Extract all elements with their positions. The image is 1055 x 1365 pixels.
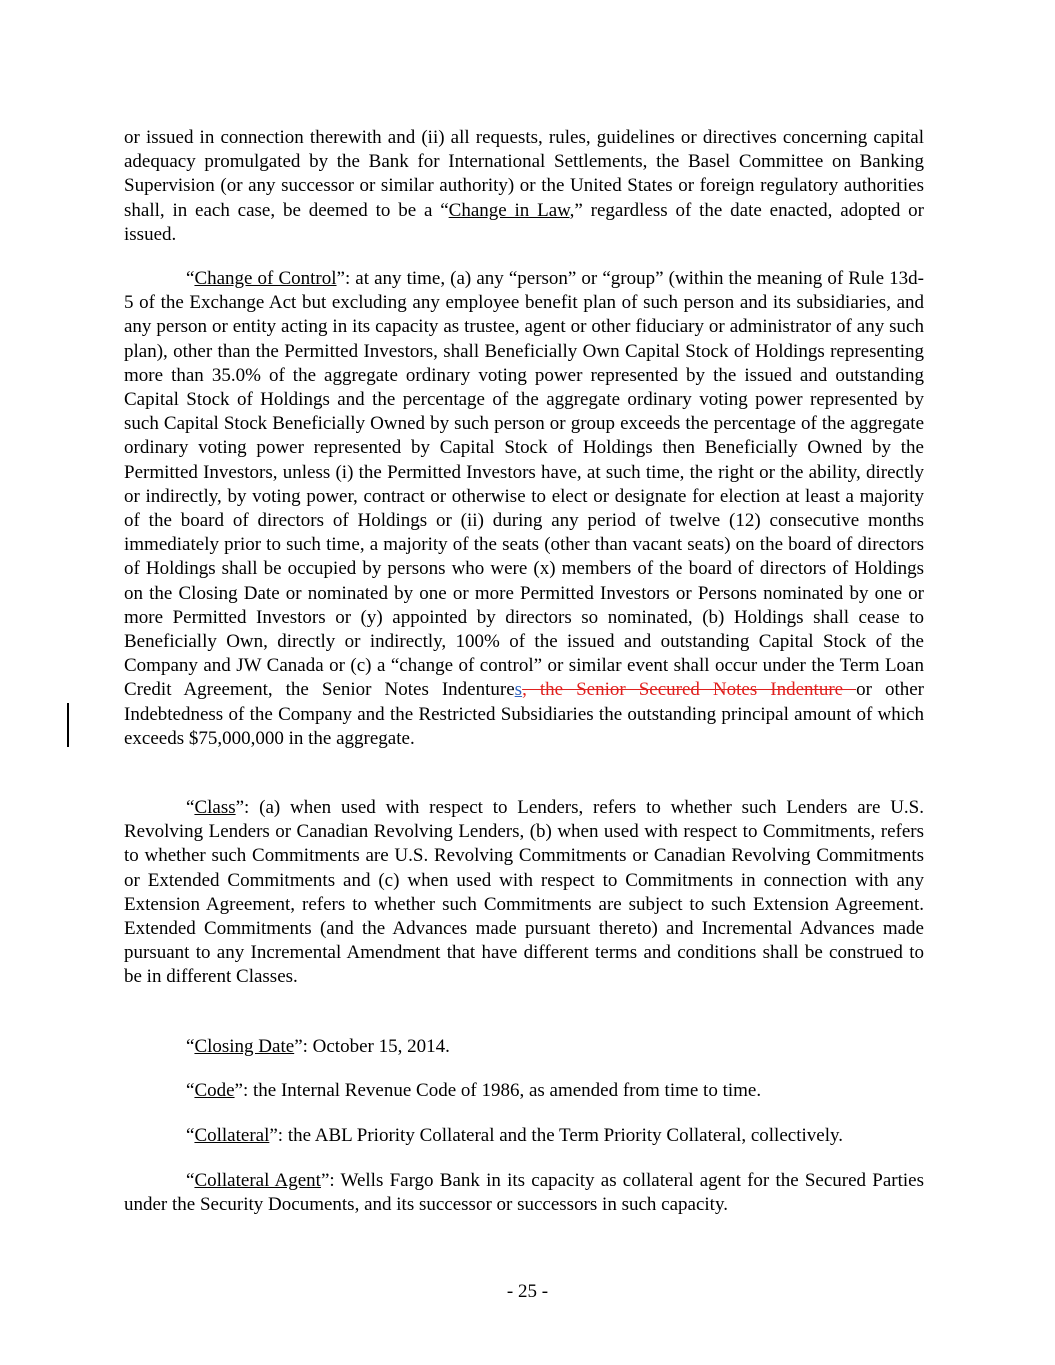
defined-term-closing-date: Closing Date: [194, 1036, 295, 1057]
definition-code: [124, 1079, 924, 1103]
p1-text-b: ,” regardless of the date enacted, adopted or issued.: [124, 199, 925, 245]
page-number: - 25 -: [506, 1281, 549, 1302]
definition-change-of-control: [124, 267, 924, 751]
open-quote: “: [186, 1036, 195, 1057]
inserted-text: s: [514, 679, 523, 701]
deleted-text: , the Senior Secured Notes Indenture: [522, 679, 857, 701]
revision-change-bar: [67, 703, 69, 747]
paragraph-change-in-law-continuation: [124, 126, 924, 247]
definition-class: [124, 796, 924, 990]
definition-collateral-agent: [124, 1169, 924, 1217]
p7-text-a: ”: Wells Fargo Bank in its capacity as collateral agent for the Secured Parties under the Security Documents, and its successor or successors in such capacity.: [124, 1170, 924, 1216]
open-quote: “: [186, 268, 195, 289]
open-quote: “: [186, 797, 195, 818]
p2-text-b: or other Indebtedness of the Company and the Restricted Subsidiaries the outstanding principal amount of which exceeds $75,000,000 in the aggregate.: [124, 679, 924, 749]
open-quote: “: [186, 1125, 195, 1146]
p4-text-a: ”: October 15, 2014.: [294, 1036, 450, 1057]
defined-term-collateral: Collateral: [194, 1125, 270, 1146]
p5-text-a: ”: the Internal Revenue Code of 1986, as amended from time to time.: [234, 1080, 762, 1101]
defined-term-change-in-law: Change in Law: [448, 199, 570, 221]
defined-term-class: Class: [194, 797, 236, 818]
definition-closing-date: [124, 1035, 924, 1059]
defined-term-collateral-agent: Collateral Agent: [194, 1170, 321, 1191]
defined-term-change-of-control: Change of Control: [194, 268, 337, 289]
defined-term-code: Code: [194, 1080, 235, 1101]
p3-text-a: ”: (a) when used with respect to Lenders, refers to whether such Lenders are U.S. Revolving Lenders or Canadian Revolving Lenders, (b) when used with respect to Commitments, refers to whether such Commitments are U.S. Revolving Commitments or Canadian Revolving Commitments or Extended Commitments and (c) when used with respect to Commitments in connection with any Extension Agreement, refers to whether such Commitments are subject to such Extension Agreement. Extended Commitments (and the Advances made pursuant thereto) and Incremental Advances made pursuant to any Incremental Amendment that have different terms and conditions shall be construed to be in different Classes.: [124, 797, 924, 988]
definition-collateral: [124, 1124, 924, 1148]
open-quote: “: [186, 1080, 195, 1101]
p6-text-a: ”: the ABL Priority Collateral and the Term Priority Collateral, collectively.: [269, 1125, 843, 1146]
p1-text-a: or issued in connection therewith and (ii) all requests, rules, guidelines or directives concerning capital adequacy promulgated by the Bank for International Settlements, the Basel Committee on Banking Supervision (or any successor or similar authority) or the United States or foreign regulatory authorities shall, in each case, be deemed to be a “: [124, 127, 924, 221]
open-quote: “: [186, 1170, 195, 1191]
p2-text-a: ”: at any time, (a) any “person” or “group” (within the meaning of Rule 13d-5 of the Exchange Act but excluding any employee benefit plan of such person and its subsidiaries, and any person or entity acting in its capacity as trustee, agent or other fiduciary or administrator of any such plan), other than the Permitted Investors, shall Beneficially Own Capital Stock of Holdings representing more than 35.0% of the aggregate ordinary voting power represented by the issued and outstanding Capital Stock of Holdings and the percentage of the aggregate ordinary voting power represented by such Capital Stock Beneficially Owned by such person or group exceeds the percentage of the aggregate ordinary voting power represented by Capital Stock of Holdings then Beneficially Owned by the Permitted Investors, unless (i) the Permitted Investors have, at such time, the right or the ability, directly or indirectly, by voting power, contract or otherwise to elect or designate for election at least a majority of the board of directors of Holdings or (ii) during any period of twelve (12) consecutive months immediately prior to such time, a majority of the seats (other than vacant seats) on the board of directors of Holdings shall be occupied by persons who were (x) members of the board of directors of Holdings on the Closing Date or nominated by one or more Permitted Investors or Persons nominated by one or more Permitted Investors or (y) appointed by directors so nominated, (b) Holdings shall cease to Beneficially Own, directly or indirectly, 100% of the issued and outstanding Capital Stock of the Company and JW Canada or (c) a “change of control” or similar event shall occur under the Term Loan Credit Agreement, the Senior Notes Indenture: [124, 268, 924, 701]
